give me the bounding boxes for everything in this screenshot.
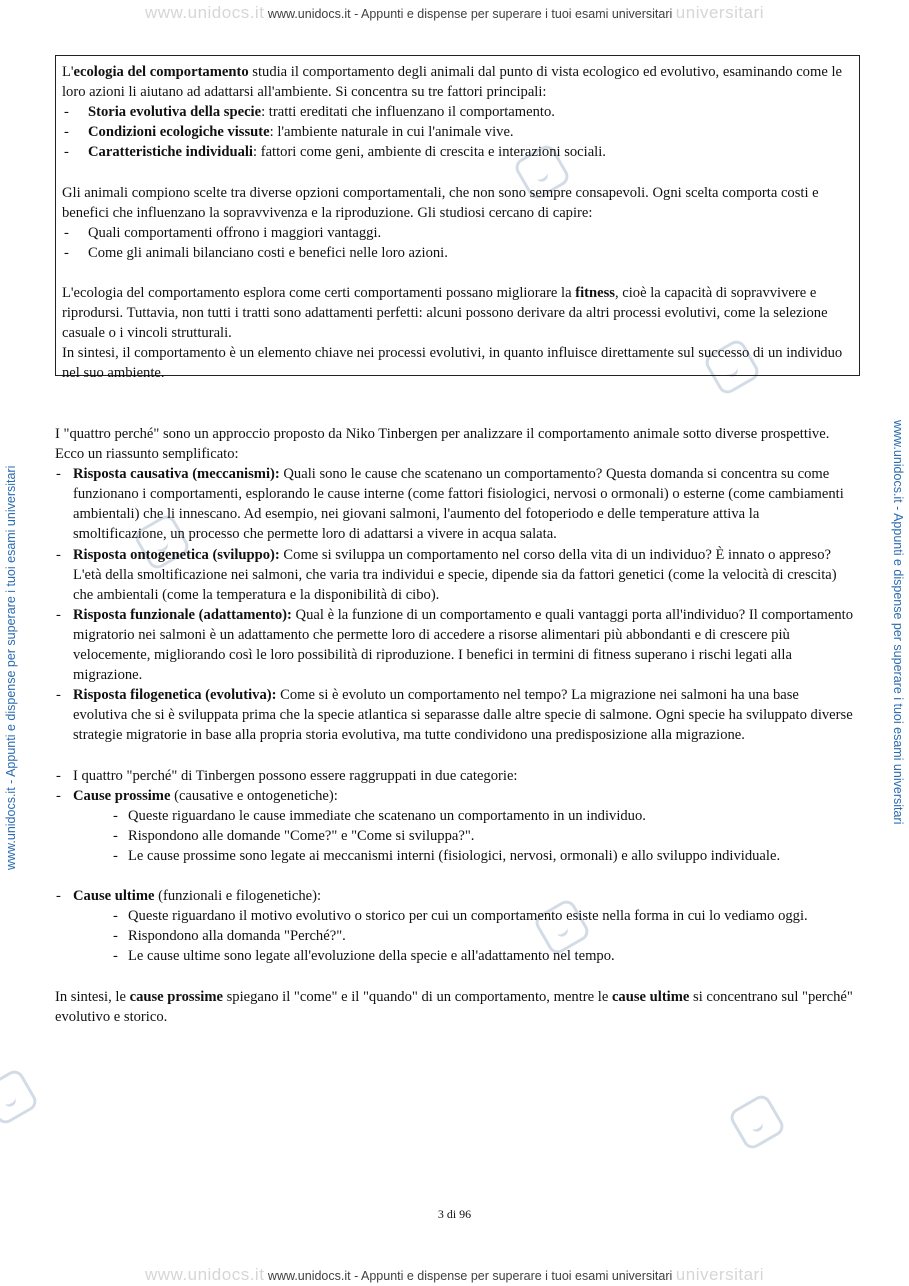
dash-bullet: - — [113, 807, 118, 824]
dash-bullet: - — [64, 124, 69, 141]
dash-bullet: - — [56, 546, 61, 563]
bold-term: fitness — [575, 285, 615, 302]
paragraph: In sintesi, il comportamento è un elemento chiave nei processi evolutivi, in quanto influisce direttamente sul successo di un individuo nel suo ambiente. — [62, 345, 843, 382]
paragraph: L'ecologia del comportamento studia il comportamento degli animali dal punto di vista ecologico ed evolutivo, esaminando come le loro azioni li aiutano ad adattarsi all'ambiente. Si concentra su tre fattori principali: — [62, 64, 842, 101]
list-item: - Quali comportamenti offrono i maggiori vantaggi. — [62, 223, 854, 243]
list-item: - Cause prossime (causative e ontogenetiche): — [55, 786, 855, 806]
watermark-logo-icon — [727, 1092, 787, 1152]
list-item: - Condizioni ecologiche vissute: l'ambiente naturale in cui l'animale vive. — [62, 122, 854, 142]
watermark-faint-left: www.unidocs.it — [145, 1265, 265, 1284]
paragraph: Gli animali compiono scelte tra diverse opzioni comportamentali, che non sono sempre consapevoli. Ogni scelta comporta costi e benefici che influenzano la sopravvivenza e la riproduzione. Gli studiosi cercano di capire: — [62, 184, 819, 221]
dash-bullet: - — [56, 787, 61, 804]
dash-bullet: - — [56, 687, 61, 704]
list-item: - I quattro "perché" di Tinbergen possono essere raggruppati in due categorie: — [55, 766, 855, 786]
list-item: - Cause ultime (funzionali e filogenetiche): — [55, 886, 855, 906]
dash-bullet: - — [56, 888, 61, 905]
sub-list-item: - Rispondono alle domande "Come?" e "Come si sviluppa?". — [55, 826, 855, 846]
watermark-faint-right: universitari — [675, 1265, 764, 1284]
dash-bullet: - — [56, 767, 61, 784]
watermark-logo-icon — [0, 1067, 40, 1127]
dash-bullet: - — [64, 244, 69, 261]
dash-bullet: - — [56, 466, 61, 483]
summary-box — [55, 55, 860, 382]
dash-bullet: - — [113, 948, 118, 965]
watermark-bottom — [0, 1265, 909, 1285]
watermark-faint-left: www.unidocs.it — [145, 3, 265, 22]
watermark-text: www.unidocs.it - Appunti e dispense per superare i tuoi esami universitari — [891, 420, 905, 825]
list-item: - Storia evolutiva della specie: tratti ereditati che influenzano il comportamento. — [62, 102, 854, 122]
dash-bullet: - — [113, 908, 118, 925]
sub-list-item: - Le cause ultime sono legate all'evoluzione della specie e all'adattamento nel tempo. — [55, 946, 855, 966]
dash-bullet: - — [56, 606, 61, 623]
paragraph: L'ecologia del comportamento esplora come certi comportamenti possano migliorare la fitness, cioè la capacità di sopravvivere e riprodursi. Tuttavia, non tutti i tratti sono adattamenti perfetti: alcuni possono derivare da altri processi evolutivi, come la selezione casuale o i vincoli strutturali. — [62, 285, 828, 342]
list-item: - Caratteristiche individuali: fattori come geni, ambiente di crescita e interazioni sociali. — [62, 142, 854, 162]
watermark-left — [4, 466, 18, 870]
list-item: - Come gli animali bilanciano costi e benefici nelle loro azioni. — [62, 243, 854, 263]
watermark-top — [0, 3, 909, 23]
list-item: - Risposta causativa (meccanismi): Quali sono le cause che scatenano un comportamento? Questa domanda si concentra su come funzionano i comportamenti, esplorando le cause interne (come fattori fisiologici, nervosi o ormonali) o esterne (come cambiamenti ambientali) che li innescano. Ad esempio, nei giovani salmoni, l'aumento del fotoperiodo e delle temperature attiva la smoltificazione, un processo che permette loro di adattarsi a vivere in acqua salata. — [56, 466, 844, 543]
dash-bullet: - — [64, 224, 69, 241]
dash-bullet: - — [113, 928, 118, 945]
watermark-text: www.unidocs.it - Appunti e dispense per superare i tuoi esami universitari — [267, 1269, 673, 1283]
page-number: 3 di 96 — [437, 1207, 472, 1221]
watermark-text: www.unidocs.it - Appunti e dispense per superare i tuoi esami universitari — [4, 465, 18, 870]
summary-paragraph: In sintesi, le cause prossime spiegano il "come" e il "quando" di un comportamento, mentre le cause ultime si concentrano sul "perché" evolutivo e storico. — [55, 988, 853, 1025]
sub-list-item: - Queste riguardano il motivo evolutivo o storico per cui un comportamento esiste nella forma in cui lo vediamo oggi. — [55, 906, 855, 926]
dash-bullet: - — [113, 847, 118, 864]
list-item: - Risposta ontogenetica (sviluppo): Come si sviluppa un comportamento nel corso della vita di un individuo? È innato o appreso? L'età della smoltificazione nei salmoni, che varia tra individui e specie, dipende sia da fattori genetici (come la velocità di crescita) che ambientali (come la temperatura e la disponibilità di cibo). — [56, 546, 837, 603]
intro-paragraph: I "quattro perché" sono un approccio proposto da Niko Tinbergen per analizzare il comportamento animale sotto diverse prospettive. Ecco un riassunto semplificato: — [55, 426, 830, 463]
list-item: - Risposta filogenetica (evolutiva): Come si è evoluto un comportamento nel tempo? La migrazione nei salmoni ha una base evolutiva che si è sviluppata prima che la specie atlantica si separasse dalle altre specie di salmone. Ogni specie ha sviluppato diverse strategie migratorie in base alla propria storia evolutiva, ma tutte condividono una predisposizione alla migrazione. — [56, 687, 853, 744]
bold-term: ecologia del comportamento — [73, 64, 249, 80]
dash-bullet: - — [64, 144, 69, 161]
watermark-right — [891, 420, 905, 824]
dash-bullet: - — [64, 104, 69, 121]
watermark-faint-right: universitari — [675, 3, 764, 22]
main-content — [55, 424, 855, 1027]
dash-bullet: - — [113, 827, 118, 844]
list-item: - Risposta funzionale (adattamento): Qual è la funzione di un comportamento e quali vantaggi porta all'individuo? Il comportamento migratorio nei salmoni è un adattamento che permette loro di accedere a risorse alimentari più abbondanti e di crescere più velocemente, migliorando così le loro possibilità di riproduzione. I benefici in termini di fitness superano i rischi legati alla migrazione. — [56, 606, 853, 684]
sub-list-item: - Rispondono alla domanda "Perché?". — [55, 926, 855, 946]
sub-list-item: - Le cause prossime sono legate ai meccanismi interni (fisiologici, nervosi, ormonali) e allo sviluppo individuale. — [55, 846, 855, 866]
sub-list-item: - Queste riguardano le cause immediate che scatenano un comportamento in un individuo. — [55, 806, 855, 826]
watermark-text: www.unidocs.it - Appunti e dispense per superare i tuoi esami universitari — [267, 7, 673, 21]
